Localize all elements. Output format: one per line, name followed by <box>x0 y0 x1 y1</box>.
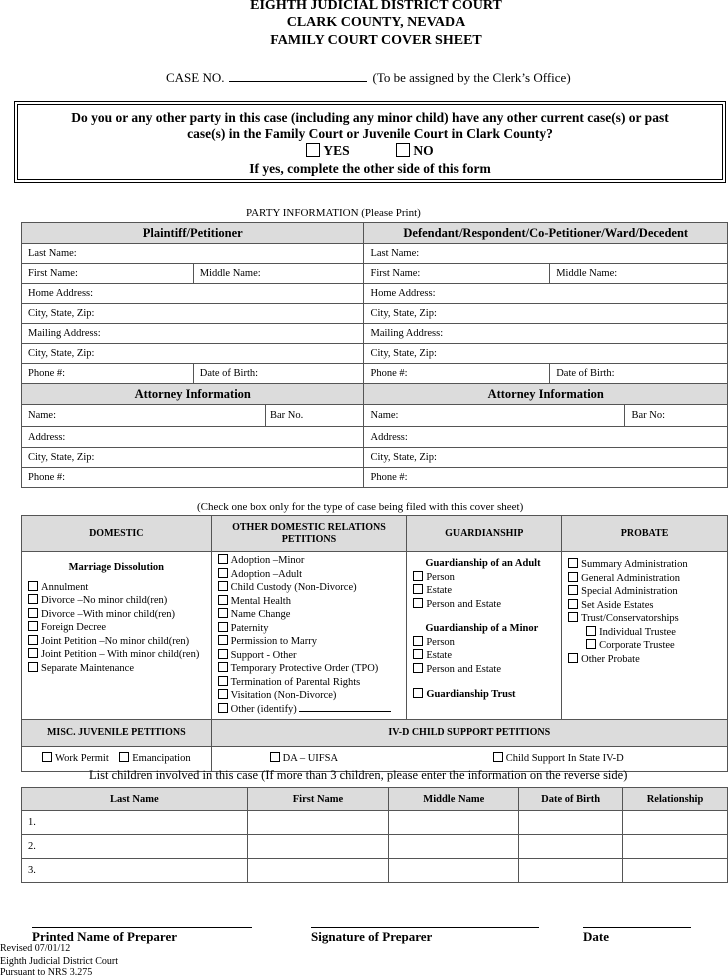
question-instruction: If yes, complete the other side of this form <box>249 161 491 176</box>
defendant-attorney-header: Attorney Information <box>364 384 728 405</box>
defendant-middle-name[interactable]: Middle Name: <box>550 264 728 284</box>
guardianship-adult-option[interactable] <box>413 584 555 598</box>
option-label: Estate <box>426 585 452 596</box>
checkbox[interactable] <box>218 649 228 659</box>
plaintiff-attorney-city-state-zip[interactable]: City, State, Zip: <box>22 448 364 468</box>
option-label: Person and Estate <box>426 598 501 610</box>
domestic-option-label: Separate Maintenance <box>41 662 134 674</box>
checkbox[interactable] <box>218 595 228 605</box>
checkbox[interactable] <box>568 612 578 622</box>
domestic-option[interactable] <box>28 648 205 662</box>
plaintiff-header: Plaintiff/Petitioner <box>22 223 364 244</box>
other-option[interactable] <box>218 608 401 622</box>
other-option-label: Child Custody (Non-Divorce) <box>230 582 357 593</box>
question-line-1: Do you or any other party in this case (including any minor child) have any other current case(s) or past <box>71 110 669 125</box>
plaintiff-home-address[interactable]: Home Address: <box>22 284 364 304</box>
child-row-number[interactable]: 1. <box>22 811 248 835</box>
no-label: NO <box>413 143 434 158</box>
guardianship-minor-title: Guardianship of a Minor <box>425 623 539 634</box>
da-uifsa-option[interactable] <box>270 753 338 764</box>
checkbox[interactable] <box>218 676 228 686</box>
domestic-option-label: Annulment <box>41 581 89 593</box>
domestic-option-label: Joint Petition –No minor child(ren) <box>41 635 190 647</box>
yes-checkbox[interactable] <box>306 143 320 157</box>
da-uifsa-label: DA – UIFSA <box>282 753 338 765</box>
plaintiff-attorney-name-row <box>22 405 364 427</box>
other-option[interactable] <box>218 595 401 609</box>
defendant-home-address[interactable]: Home Address: <box>364 284 728 304</box>
checkbox[interactable] <box>28 581 38 591</box>
checkbox[interactable] <box>28 648 38 658</box>
other-option[interactable] <box>218 622 401 636</box>
other-option-label: Temporary Protective Order (TPO) <box>230 663 379 674</box>
domestic-option[interactable] <box>28 594 205 608</box>
marriage-dissolution-title: Marriage Dissolution <box>68 562 164 573</box>
other-option-label: Support - Other <box>230 649 297 661</box>
other-option-label: Termination of Parental Rights <box>230 676 361 688</box>
defendant-attorney-phone[interactable]: Phone #: <box>364 468 728 488</box>
checkbox[interactable] <box>218 608 228 618</box>
defendant-attorney-name-row <box>364 405 728 427</box>
plaintiff-middle-name[interactable]: Middle Name: <box>193 264 364 284</box>
defendant-dob[interactable]: Date of Birth: <box>550 364 728 384</box>
defendant-last-name[interactable]: Last Name: <box>364 244 728 264</box>
option-label: Estate <box>426 650 452 661</box>
child-middle-name-cell[interactable] <box>389 835 519 859</box>
emancipation-label: Emancipation <box>132 753 191 765</box>
other-option[interactable] <box>218 676 401 690</box>
child-first-name-cell[interactable] <box>247 835 389 859</box>
other-option[interactable] <box>218 581 401 595</box>
other-domestic-column <box>211 552 407 720</box>
checkbox[interactable] <box>218 635 228 645</box>
checkbox[interactable] <box>568 599 578 609</box>
table-row <box>22 835 728 859</box>
other-identify-label: Other (identify) <box>230 703 297 715</box>
plaintiff-last-name[interactable]: Last Name: <box>22 244 364 264</box>
checkbox[interactable] <box>218 703 228 713</box>
probate-sub-option[interactable] <box>568 626 721 640</box>
checkbox[interactable] <box>568 572 578 582</box>
plaintiff-mailing-address[interactable]: Mailing Address: <box>22 324 364 344</box>
footer-court: Eighth Judicial District Court <box>0 956 119 967</box>
guardianship-minor-option[interactable] <box>413 636 555 650</box>
child-middle-name-cell[interactable] <box>389 859 519 883</box>
court-name: EIGHTH JUDICIAL DISTRICT COURT <box>250 0 502 13</box>
other-option[interactable] <box>218 689 401 703</box>
plaintiff-first-name[interactable]: First Name: <box>22 264 194 284</box>
case-number-label: CASE NO. <box>166 70 225 85</box>
children-header-middle-name: Middle Name <box>389 788 519 811</box>
domestic-header: DOMESTIC <box>22 516 212 552</box>
checkbox[interactable] <box>568 558 578 568</box>
other-option-label: Visitation (Non-Divorce) <box>230 690 337 701</box>
child-middle-name-cell[interactable] <box>389 811 519 835</box>
plaintiff-attorney-phone[interactable]: Phone #: <box>22 468 364 488</box>
guardianship-adult-option[interactable] <box>413 571 555 585</box>
checkbox[interactable] <box>28 608 38 618</box>
table-row <box>22 811 728 835</box>
guardianship-header: GUARDIANSHIP <box>407 516 562 552</box>
county-name: CLARK COUNTY, NEVADA <box>286 15 466 30</box>
case-number-note: (To be assigned by the Clerk’s Office) <box>372 70 571 85</box>
case-type-caption: (Check one box only for the type of case being filed with this cover sheet) <box>197 501 524 513</box>
question-line-2: case(s) in the Family Court or Juvenile Court in Clark County? <box>187 126 553 141</box>
child-support-ivd-label: Child Support In State IV-D <box>505 753 624 765</box>
checkbox[interactable] <box>28 621 38 631</box>
checkbox[interactable] <box>218 581 228 591</box>
defendant-first-name[interactable]: First Name: <box>364 264 550 284</box>
date-line[interactable]: Date <box>583 927 691 945</box>
guardianship-trust-option[interactable] <box>413 688 555 702</box>
plaintiff-mailing-city-state-zip[interactable]: City, State, Zip: <box>22 344 364 364</box>
work-permit-label: Work Permit <box>55 753 109 765</box>
probate-sub-option[interactable] <box>568 639 721 653</box>
child-support-ivd-option[interactable] <box>493 753 624 764</box>
other-option[interactable] <box>218 554 401 568</box>
misc-juvenile-header: MISC. JUVENILE PETITIONS <box>22 720 212 747</box>
other-cases-question-box <box>14 101 726 183</box>
probate-option[interactable] <box>568 558 721 572</box>
checkbox[interactable] <box>413 636 423 646</box>
checkbox[interactable] <box>493 752 503 762</box>
domestic-option-label: Divorce –No minor child(ren) <box>41 595 168 606</box>
probate-option[interactable] <box>568 585 721 599</box>
probate-option-label: Set Aside Estates <box>581 599 654 611</box>
guardianship-adult-title: Guardianship of an Adult <box>425 558 541 569</box>
domestic-option[interactable] <box>28 608 205 622</box>
plaintiff-attorney-address[interactable]: Address: <box>22 427 364 448</box>
checkbox[interactable] <box>28 662 38 672</box>
child-dob-cell[interactable] <box>519 859 623 883</box>
plaintiff-dob[interactable]: Date of Birth: <box>193 364 364 384</box>
guardianship-trust-label: Guardianship Trust <box>426 689 516 700</box>
child-dob-cell[interactable] <box>519 811 623 835</box>
guardianship-adult-option[interactable] <box>413 598 555 612</box>
checkbox[interactable] <box>568 653 578 663</box>
defendant-city-state-zip[interactable]: City, State, Zip: <box>364 304 728 324</box>
child-row-number[interactable]: 2. <box>22 835 248 859</box>
signature-line[interactable]: Signature of Preparer <box>311 927 539 945</box>
probate-option-label: Special Administration <box>581 586 678 597</box>
defendant-attorney-address[interactable]: Address: <box>364 427 728 448</box>
guardianship-column <box>407 552 562 720</box>
checkbox[interactable] <box>218 568 228 578</box>
plaintiff-attorney-header: Attorney Information <box>22 384 364 405</box>
other-option-label: Adoption –Minor <box>230 555 305 566</box>
probate-option-label: Summary Administration <box>581 559 688 570</box>
checkbox[interactable] <box>586 626 596 636</box>
child-row-number[interactable]: 3. <box>22 859 248 883</box>
defendant-attorney-bar-no[interactable]: Bar No: <box>631 410 666 421</box>
domestic-option[interactable] <box>28 581 205 595</box>
no-checkbox[interactable] <box>396 143 410 157</box>
child-first-name-cell[interactable] <box>247 811 389 835</box>
domestic-option[interactable] <box>28 621 205 635</box>
checkbox[interactable] <box>42 752 52 762</box>
ivd-header: IV-D CHILD SUPPORT PETITIONS <box>211 720 727 747</box>
probate-sub-option-label: Corporate Trustee <box>599 640 675 651</box>
probate-option[interactable] <box>568 572 721 586</box>
other-option-label: Permission to Marry <box>230 636 317 647</box>
option-label: Person and Estate <box>426 663 501 675</box>
probate-header: PROBATE <box>562 516 728 552</box>
other-option-label: Mental Health <box>230 595 291 607</box>
case-number-field[interactable] <box>229 70 367 82</box>
checkbox[interactable] <box>218 554 228 564</box>
plaintiff-phone[interactable]: Phone #: <box>22 364 194 384</box>
other-option[interactable] <box>218 662 401 676</box>
revised-date: Revised 07/01/12 <box>0 943 71 954</box>
probate-option[interactable] <box>568 612 721 626</box>
other-option-label: Name Change <box>230 609 291 620</box>
probate-option-label: General Administration <box>581 572 680 584</box>
child-first-name-cell[interactable] <box>247 859 389 883</box>
child-relationship-cell[interactable] <box>623 811 728 835</box>
defendant-attorney-city-state-zip[interactable]: City, State, Zip: <box>364 448 728 468</box>
other-option[interactable] <box>218 635 401 649</box>
printed-name-line[interactable]: Printed Name of Preparer <box>32 927 252 945</box>
party-info-table <box>21 222 728 488</box>
case-type-table <box>21 515 728 772</box>
guardianship-minor-option[interactable] <box>413 663 555 677</box>
checkbox[interactable] <box>413 663 423 673</box>
domestic-option-label: Divorce –With minor child(ren) <box>41 608 175 620</box>
children-header-relationship: Relationship <box>623 788 728 811</box>
defendant-attorney-name[interactable]: Name: <box>364 405 625 426</box>
option-label: Person <box>426 571 455 583</box>
checkbox[interactable] <box>413 649 423 659</box>
other-option-label: Adoption –Adult <box>230 568 303 580</box>
plaintiff-attorney-bar-no[interactable]: Bar No. <box>270 410 304 421</box>
children-header-dob: Date of Birth <box>519 788 623 811</box>
checkbox[interactable] <box>28 635 38 645</box>
other-option-label: Paternity <box>230 622 269 634</box>
other-identify-option[interactable] <box>218 703 401 717</box>
plaintiff-attorney-name[interactable]: Name: <box>22 405 266 426</box>
checkbox[interactable] <box>413 584 423 594</box>
case-number-line <box>166 70 571 86</box>
footer-nrs: Pursuant to NRS 3.275 <box>0 967 93 978</box>
table-row <box>22 859 728 883</box>
domestic-option[interactable] <box>28 635 205 649</box>
checkbox[interactable] <box>218 662 228 672</box>
other-domestic-header: OTHER DOMESTIC RELATIONS PETITIONS <box>211 516 407 552</box>
child-relationship-cell[interactable] <box>623 835 728 859</box>
emancipation-option[interactable] <box>119 753 190 764</box>
domestic-option-label: Joint Petition – With minor child(ren) <box>41 649 200 660</box>
checkbox[interactable] <box>119 752 129 762</box>
checkbox[interactable] <box>586 639 596 649</box>
checkbox[interactable] <box>568 585 578 595</box>
probate-option-label: Trust/Conservatorships <box>581 613 679 624</box>
other-probate-label: Other Probate <box>581 653 640 665</box>
probate-sub-option-label: Individual Trustee <box>599 626 676 638</box>
checkbox[interactable] <box>218 622 228 632</box>
yes-no-options <box>18 143 722 159</box>
other-identify-field[interactable] <box>299 703 391 712</box>
child-dob-cell[interactable] <box>519 835 623 859</box>
probate-option[interactable] <box>568 599 721 613</box>
checkbox[interactable] <box>28 594 38 604</box>
child-relationship-cell[interactable] <box>623 859 728 883</box>
other-probate-option[interactable] <box>568 653 721 667</box>
other-option[interactable] <box>218 649 401 663</box>
checkbox[interactable] <box>413 571 423 581</box>
defendant-header: Defendant/Respondent/Co-Petitioner/Ward/Decedent <box>364 223 728 244</box>
form-title: FAMILY COURT COVER SHEET <box>270 33 482 48</box>
plaintiff-city-state-zip[interactable]: City, State, Zip: <box>22 304 364 324</box>
checkbox[interactable] <box>270 752 280 762</box>
domestic-option[interactable] <box>28 662 205 676</box>
defendant-mailing-city-state-zip[interactable]: City, State, Zip: <box>364 344 728 364</box>
option-label: Person <box>426 636 455 648</box>
work-permit-option[interactable] <box>42 753 109 764</box>
defendant-phone[interactable]: Phone #: <box>364 364 550 384</box>
checkbox[interactable] <box>218 689 228 699</box>
yes-label: YES <box>323 143 350 158</box>
domestic-column <box>22 552 212 720</box>
children-header-first-name: First Name <box>247 788 389 811</box>
domestic-option-label: Foreign Decree <box>41 622 107 633</box>
checkbox[interactable] <box>413 688 423 698</box>
checkbox[interactable] <box>413 598 423 608</box>
defendant-mailing-address[interactable]: Mailing Address: <box>364 324 728 344</box>
probate-column <box>562 552 728 720</box>
children-caption: List children involved in this case (If more than 3 children, please enter the information on the reverse side) <box>89 768 628 782</box>
other-option[interactable] <box>218 568 401 582</box>
children-header-last-name: Last Name <box>22 788 248 811</box>
children-table <box>21 787 728 883</box>
guardianship-minor-option[interactable] <box>413 649 555 663</box>
party-info-caption: PARTY INFORMATION (Please Print) <box>246 207 421 219</box>
